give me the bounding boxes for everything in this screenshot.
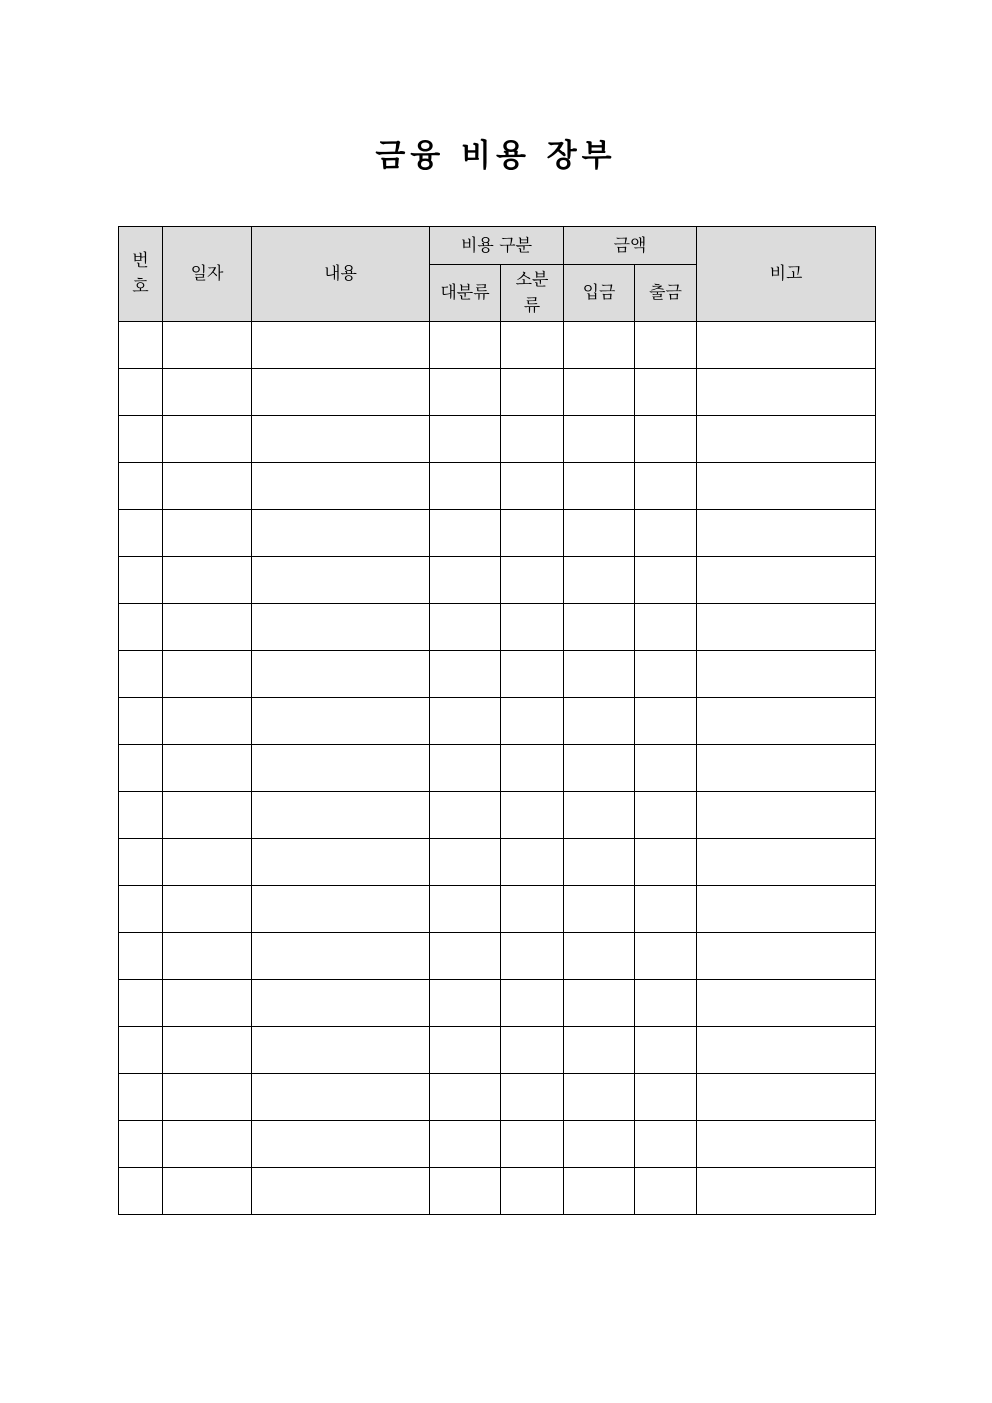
cell-deposit[interactable] — [564, 604, 635, 651]
cell-content[interactable] — [252, 933, 430, 980]
cell-withdrawal[interactable] — [635, 510, 697, 557]
cell-content[interactable] — [252, 745, 430, 792]
cell-number[interactable] — [119, 980, 163, 1027]
cell-number[interactable] — [119, 369, 163, 416]
cell-number[interactable] — [119, 463, 163, 510]
cell-minor[interactable] — [501, 1027, 564, 1074]
cell-remarks[interactable] — [697, 1027, 876, 1074]
cell-date[interactable] — [163, 416, 252, 463]
table-row — [119, 792, 876, 839]
header-minor-category: 소분류 — [501, 265, 564, 322]
cell-major[interactable] — [430, 557, 501, 604]
cell-withdrawal[interactable] — [635, 839, 697, 886]
cell-date[interactable] — [163, 510, 252, 557]
cell-content[interactable] — [252, 604, 430, 651]
cell-number[interactable] — [119, 651, 163, 698]
cell-major[interactable] — [430, 1121, 501, 1168]
cell-remarks[interactable] — [697, 463, 876, 510]
cell-minor[interactable] — [501, 839, 564, 886]
table-row — [119, 651, 876, 698]
table-row — [119, 886, 876, 933]
cell-withdrawal[interactable] — [635, 980, 697, 1027]
cell-remarks[interactable] — [697, 745, 876, 792]
cell-deposit[interactable] — [564, 1027, 635, 1074]
cell-date[interactable] — [163, 886, 252, 933]
cell-deposit[interactable] — [564, 1074, 635, 1121]
table-row — [119, 1168, 876, 1215]
ledger-table — [118, 226, 876, 1215]
table-row — [119, 745, 876, 792]
cell-number[interactable] — [119, 1168, 163, 1215]
cell-major[interactable] — [430, 1027, 501, 1074]
cell-withdrawal[interactable] — [635, 369, 697, 416]
cell-content[interactable] — [252, 510, 430, 557]
cell-deposit[interactable] — [564, 416, 635, 463]
cell-number[interactable] — [119, 1121, 163, 1168]
cell-content[interactable] — [252, 463, 430, 510]
cell-withdrawal[interactable] — [635, 886, 697, 933]
cell-minor[interactable] — [501, 980, 564, 1027]
cell-minor[interactable] — [501, 322, 564, 369]
cell-remarks[interactable] — [697, 698, 876, 745]
cell-number[interactable] — [119, 510, 163, 557]
cell-remarks[interactable] — [697, 980, 876, 1027]
cell-major[interactable] — [430, 745, 501, 792]
cell-minor[interactable] — [501, 745, 564, 792]
cell-major[interactable] — [430, 1168, 501, 1215]
table-row — [119, 933, 876, 980]
cell-major[interactable] — [430, 839, 501, 886]
cell-minor[interactable] — [501, 1074, 564, 1121]
cell-major[interactable] — [430, 463, 501, 510]
table-row — [119, 698, 876, 745]
table-row — [119, 980, 876, 1027]
cell-content[interactable] — [252, 322, 430, 369]
cell-number[interactable] — [119, 604, 163, 651]
cell-date[interactable] — [163, 839, 252, 886]
cell-number[interactable] — [119, 698, 163, 745]
cell-content[interactable] — [252, 1027, 430, 1074]
cell-date[interactable] — [163, 557, 252, 604]
cell-content[interactable] — [252, 1074, 430, 1121]
cell-date[interactable] — [163, 1027, 252, 1074]
cell-deposit[interactable] — [564, 886, 635, 933]
cell-remarks[interactable] — [697, 604, 876, 651]
cell-minor[interactable] — [501, 1168, 564, 1215]
cell-withdrawal[interactable] — [635, 463, 697, 510]
cell-deposit[interactable] — [564, 698, 635, 745]
cell-remarks[interactable] — [697, 792, 876, 839]
table-row — [119, 416, 876, 463]
cell-content[interactable] — [252, 369, 430, 416]
cell-date[interactable] — [163, 1168, 252, 1215]
cell-number[interactable] — [119, 792, 163, 839]
header-amount: 금액 — [564, 227, 697, 265]
cell-date[interactable] — [163, 980, 252, 1027]
cell-major[interactable] — [430, 933, 501, 980]
cell-deposit[interactable] — [564, 745, 635, 792]
cell-number[interactable] — [119, 557, 163, 604]
cell-number[interactable] — [119, 1074, 163, 1121]
header-content: 내용 — [252, 227, 430, 322]
cell-deposit[interactable] — [564, 792, 635, 839]
table-row — [119, 510, 876, 557]
table-row — [119, 322, 876, 369]
cell-minor[interactable] — [501, 792, 564, 839]
cell-withdrawal[interactable] — [635, 745, 697, 792]
cell-withdrawal[interactable] — [635, 933, 697, 980]
cell-withdrawal[interactable] — [635, 1074, 697, 1121]
table-row — [119, 839, 876, 886]
cell-number[interactable] — [119, 933, 163, 980]
cell-number[interactable] — [119, 416, 163, 463]
table-row — [119, 1074, 876, 1121]
cell-withdrawal[interactable] — [635, 698, 697, 745]
cell-minor[interactable] — [501, 416, 564, 463]
cell-date[interactable] — [163, 463, 252, 510]
cell-remarks[interactable] — [697, 1074, 876, 1121]
cell-remarks[interactable] — [697, 839, 876, 886]
cell-content[interactable] — [252, 1121, 430, 1168]
cell-major[interactable] — [430, 698, 501, 745]
cell-remarks[interactable] — [697, 886, 876, 933]
cell-minor[interactable] — [501, 463, 564, 510]
cell-withdrawal[interactable] — [635, 1168, 697, 1215]
table-row — [119, 369, 876, 416]
cell-deposit[interactable] — [564, 1121, 635, 1168]
cell-number[interactable] — [119, 745, 163, 792]
cell-content[interactable] — [252, 1168, 430, 1215]
cell-minor[interactable] — [501, 933, 564, 980]
cell-major[interactable] — [430, 980, 501, 1027]
cell-date[interactable] — [163, 1121, 252, 1168]
cell-major[interactable] — [430, 369, 501, 416]
cell-deposit[interactable] — [564, 839, 635, 886]
cell-content[interactable] — [252, 557, 430, 604]
header-date: 일자 — [163, 227, 252, 322]
cell-minor[interactable] — [501, 698, 564, 745]
cell-remarks[interactable] — [697, 1168, 876, 1215]
ledger-body — [119, 322, 876, 1215]
cell-content[interactable] — [252, 651, 430, 698]
cell-withdrawal[interactable] — [635, 322, 697, 369]
cell-deposit[interactable] — [564, 980, 635, 1027]
table-row — [119, 604, 876, 651]
cell-date[interactable] — [163, 698, 252, 745]
cell-major[interactable] — [430, 416, 501, 463]
cell-date[interactable] — [163, 369, 252, 416]
cell-remarks[interactable] — [697, 933, 876, 980]
cell-withdrawal[interactable] — [635, 1027, 697, 1074]
cell-deposit[interactable] — [564, 322, 635, 369]
table-row — [119, 1027, 876, 1074]
table-row — [119, 557, 876, 604]
cell-deposit[interactable] — [564, 557, 635, 604]
cell-minor[interactable] — [501, 557, 564, 604]
cell-minor[interactable] — [501, 651, 564, 698]
cell-remarks[interactable] — [697, 369, 876, 416]
header-number: 번호 — [119, 227, 163, 322]
cell-content[interactable] — [252, 886, 430, 933]
cell-minor[interactable] — [501, 1121, 564, 1168]
cell-number[interactable] — [119, 886, 163, 933]
cell-deposit[interactable] — [564, 510, 635, 557]
cell-minor[interactable] — [501, 369, 564, 416]
cell-date[interactable] — [163, 745, 252, 792]
cell-withdrawal[interactable] — [635, 416, 697, 463]
header-expense-category: 비용 구분 — [430, 227, 564, 265]
cell-content[interactable] — [252, 416, 430, 463]
cell-content[interactable] — [252, 792, 430, 839]
cell-minor[interactable] — [501, 604, 564, 651]
cell-deposit[interactable] — [564, 463, 635, 510]
cell-major[interactable] — [430, 604, 501, 651]
cell-remarks[interactable] — [697, 651, 876, 698]
cell-withdrawal[interactable] — [635, 557, 697, 604]
cell-date[interactable] — [163, 933, 252, 980]
cell-date[interactable] — [163, 322, 252, 369]
table-row — [119, 1121, 876, 1168]
cell-major[interactable] — [430, 510, 501, 557]
cell-minor[interactable] — [501, 510, 564, 557]
header-deposit: 입금 — [564, 265, 635, 322]
cell-number[interactable] — [119, 839, 163, 886]
cell-withdrawal[interactable] — [635, 604, 697, 651]
header-major-category: 대분류 — [430, 265, 501, 322]
cell-deposit[interactable] — [564, 1168, 635, 1215]
page-title: 금융 비용 장부 — [375, 138, 617, 174]
table-row — [119, 463, 876, 510]
cell-major[interactable] — [430, 322, 501, 369]
cell-remarks[interactable] — [697, 416, 876, 463]
cell-minor[interactable] — [501, 886, 564, 933]
cell-deposit[interactable] — [564, 651, 635, 698]
cell-deposit[interactable] — [564, 369, 635, 416]
cell-withdrawal[interactable] — [635, 792, 697, 839]
cell-content[interactable] — [252, 698, 430, 745]
cell-major[interactable] — [430, 886, 501, 933]
cell-content[interactable] — [252, 839, 430, 886]
cell-remarks[interactable] — [697, 510, 876, 557]
cell-deposit[interactable] — [564, 933, 635, 980]
header-remarks: 비고 — [697, 227, 876, 322]
header-withdrawal: 출금 — [635, 265, 697, 322]
cell-date[interactable] — [163, 651, 252, 698]
cell-content[interactable] — [252, 980, 430, 1027]
cell-major[interactable] — [430, 651, 501, 698]
cell-date[interactable] — [163, 792, 252, 839]
cell-major[interactable] — [430, 1074, 501, 1121]
cell-date[interactable] — [163, 604, 252, 651]
cell-remarks[interactable] — [697, 557, 876, 604]
cell-number[interactable] — [119, 1027, 163, 1074]
cell-date[interactable] — [163, 1074, 252, 1121]
cell-major[interactable] — [430, 792, 501, 839]
cell-withdrawal[interactable] — [635, 1121, 697, 1168]
cell-number[interactable] — [119, 322, 163, 369]
cell-withdrawal[interactable] — [635, 651, 697, 698]
cell-remarks[interactable] — [697, 1121, 876, 1168]
cell-remarks[interactable] — [697, 322, 876, 369]
